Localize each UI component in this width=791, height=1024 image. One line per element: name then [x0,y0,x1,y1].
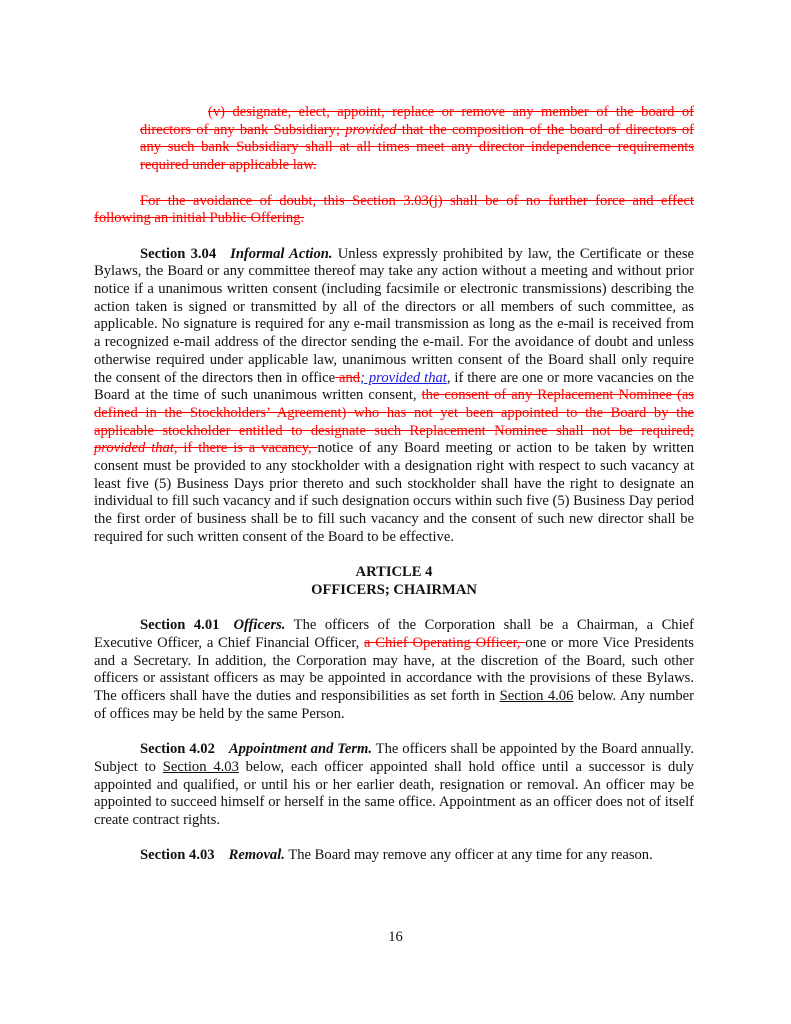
body-text: The officers shall be appointed by the Board annually. Subject to [94,741,694,775]
deleted-text: the consent of any Replacement Nominee (as defined in the Stockholders’ Agreement) who has not yet been appointed to the Board by the applicable stockholder entitled to designate such Replacement Nominee shall not be required; [94,387,694,439]
section-number: Section 4.01 [140,617,220,634]
body-text: one or more Vice Presidents and a Secretary. In addition, the Corporation may have, at the discretion of the Board, such other officers or assistant officers as may be appointed in accordance with the provisions of these Bylaws. The officers shall have the duties and responsibilities as set forth in [94,635,694,705]
deleted-text: and [335,369,361,386]
deleted-text: that the composition of the board of directors of any such bank Subsidiary shall at all times meet any director independence requirements required under applicable law. [140,121,694,174]
section-reference-link[interactable]: Section 4.03 [162,758,239,775]
body-text: , if there are one or more vacancies on the Board at the time of such unanimous written consent, [94,369,694,404]
body-text: The Board may remove any officer at any time for any reason. [284,847,653,864]
document-page [94,104,694,865]
deleted-text-italic: provided that [94,440,174,457]
body-text: below. Any number of offices may be held by the same Person. [94,688,694,722]
page-number: 16 [388,929,403,945]
section-3-04 [94,246,694,547]
deleted-text: For the avoidance of doubt, this Section 3.03(j) shall be of no further force and effect following an initial Public Offering. [94,192,694,227]
body-text: Unless expressly prohibited by law, the Certificate or these Bylaws, the Board or any committee thereof may take any action without a meeting and without prior notice if a unanimous written consent (including facsimile or electronic transmissions) describing the action taken is signed or transmitted by all of the directors or all members of such committee, as applicable. No signature is required for any e-mail transmission as long as the e-mail is received from a recognized e-mail address of the director sending the e-mail. For the avoidance of doubt and unless otherwise required under applicable law, unanimous written consent of the Board shall only require the consent of the directors then in office [94,245,694,386]
deleted-text: a Chief Operating Officer, [364,635,526,652]
deleted-avoidance-paragraph [94,193,694,228]
section-title: Appointment and Term. [228,741,373,758]
article-title: OFFICERS; CHAIRMAN [311,581,477,598]
deleted-subclause-v [140,104,694,175]
section-number: Section 4.03 [140,847,215,864]
article-number: ARTICLE 4 [355,564,433,581]
body-text: The officers of the Corporation shall be a Chairman, a Chief Executive Officer, a Chief Financial Officer, [94,617,695,652]
section-4-02 [94,741,694,830]
section-number: Section 4.02 [140,741,215,758]
deleted-text-italic: provided [345,121,397,138]
section-title: Informal Action. [230,245,333,262]
inserted-text: ; provided that [360,369,447,386]
section-4-01 [94,617,694,723]
body-text: below, each officer appointed shall hold office until a successor is duly appointed and qualified, or until his or her earlier death, resignation or removal. An officer may be appointed to succeed himself or herself in the same office. Appointment as an officer does not of itself create contract rights. [94,758,694,829]
section-4-03 [94,847,694,865]
section-number: Section 3.04 [140,245,217,262]
body-text: notice of any Board meeting or action to be taken by written consent must be provided to any stockholder with a designation right with respect to such vacancy at least five (5) Business Days prior thereto and such stockholder shall have the right to designate an individual to fill such vacancy and if such designation occurs within such five (5) Business Day period the first order of business shall be to fill such vacancy and the consent of such new director shall be required for such written consent of the Board to be effective. [94,440,695,545]
section-title: Removal. [228,847,285,864]
section-title: Officers. [233,617,286,634]
deleted-text: (v) designate, elect, appoint, replace or remove any member of the board of directors of any bank Subsidiary; [140,104,694,138]
section-reference-link[interactable]: Section 4.06 [499,688,574,705]
deleted-text: , if there is a vacancy, [173,440,318,457]
